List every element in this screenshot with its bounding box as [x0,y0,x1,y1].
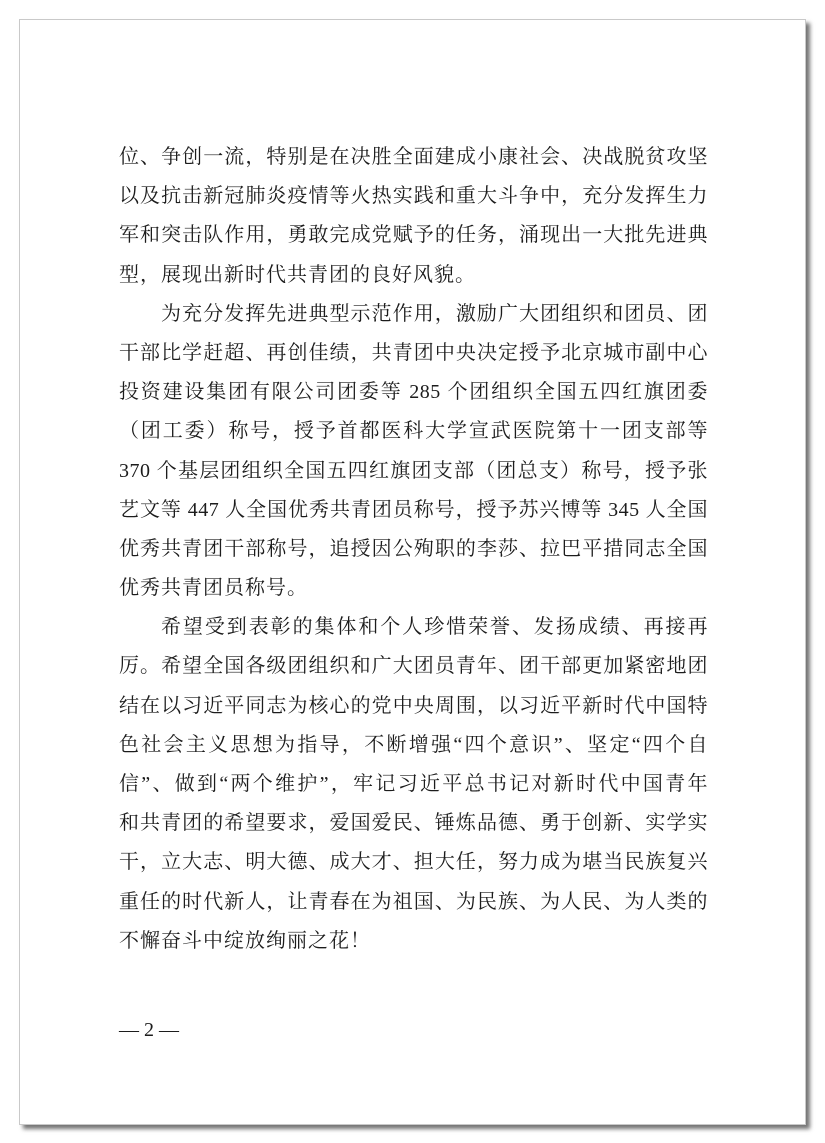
text-line: 不懈奋斗中绽放绚丽之花！ [119,929,371,952]
text-line: 重任的时代新人，让青春在为祖国、为民族、为人民、为人类的 [119,890,708,913]
text-line: 370 个基层团组织全国五四红旗团支部（团总支）称号，授予张 [119,459,708,482]
paragraph [119,295,708,609]
text-line: 投资建设集团有限公司团委等 285 个团组织全国五四红旗团委 [119,381,708,404]
text-line: 和共青团的希望要求，爱国爱民、锤炼品德、勇于创新、实学实 [119,812,708,835]
text-line: 为充分发挥先进典型示范作用，激励广大团组织和团员、团 [161,302,708,325]
text-line: 军和突击队作用，勇敢完成党赋予的任务，涌现出一大批先进典 [119,224,708,247]
page-number: — 2 — [119,1019,179,1041]
text-line: 型，展现出新时代共青团的良好风貌。 [119,263,476,286]
text-line: 优秀共青团干部称号，追授因公殉职的李莎、拉巴平措同志全国 [119,537,708,560]
paragraph [119,138,708,295]
text-line: 位、争创一流，特别是在决胜全面建成小康社会、决战脱贫攻坚 [119,146,708,168]
paragraph [119,608,708,961]
document-body [119,138,708,961]
text-line: 干，立大志、明大德、成大才、担大任，努力成为堪当民族复兴 [119,851,708,874]
text-line: 色社会主义思想为指导，不断增强“四个意识”、坚定“四个自 [119,733,708,756]
text-line: 艺文等 447 人全国优秀共青团员称号，授予苏兴博等 345 人全国 [119,498,708,521]
text-line: 信”、做到“两个维护”，牢记习近平总书记对新时代中国青年 [119,773,708,795]
text-line: 希望受到表彰的集体和个人珍惜荣誉、发扬成绩、再接再 [161,616,708,639]
text-line: 优秀共青团员称号。 [119,577,308,600]
text-line: 以及抗击新冠肺炎疫情等火热实践和重大斗争中，充分发挥生力 [119,185,708,208]
text-line: 厉。希望全国各级团组织和广大团员青年、团干部更加紧密地团 [119,655,708,678]
text-line: 结在以习近平同志为核心的党中央周围，以习近平新时代中国特 [119,694,708,717]
text-line: （团工委）称号，授予首都医科大学宣武医院第十一团支部等 [119,420,708,443]
text-line: 干部比学赶超、再创佳绩，共青团中央决定授予北京城市副中心 [119,341,708,364]
